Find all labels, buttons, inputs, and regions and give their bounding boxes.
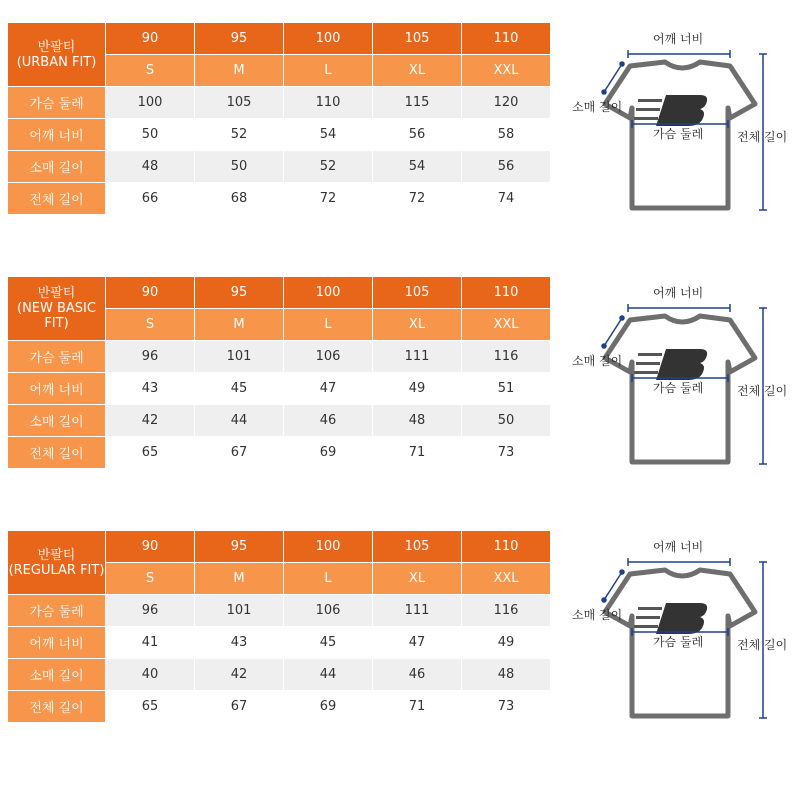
shoulder-width-label: 어깨 너비 [653, 286, 704, 300]
nb-logo-icon [634, 349, 707, 380]
table-row-shoulder [8, 373, 551, 405]
size-number-header: 110 [462, 277, 551, 309]
table-cell: 116 [462, 341, 551, 373]
table-row-chest [8, 595, 551, 627]
size-table [7, 530, 551, 723]
row-label: 전체 길이 [8, 437, 106, 469]
table-cell: 54 [373, 151, 462, 183]
table-cell: 56 [462, 151, 551, 183]
row-label: 가슴 둘레 [8, 87, 106, 119]
table-cell: 50 [195, 151, 284, 183]
size-table [7, 22, 551, 215]
chest-label: 가슴 둘레 [653, 635, 704, 649]
table-cell: 65 [106, 691, 195, 723]
table-cell: 48 [462, 659, 551, 691]
table-cell: 111 [373, 341, 462, 373]
size-number-header: 105 [373, 531, 462, 563]
table-cell: 50 [106, 119, 195, 151]
table-cell: 45 [284, 627, 373, 659]
table-cell: 96 [106, 341, 195, 373]
table-cell: 52 [195, 119, 284, 151]
table-row-chest [8, 341, 551, 373]
size-number-header: 110 [462, 531, 551, 563]
table-cell: 48 [373, 405, 462, 437]
table-cell: 116 [462, 595, 551, 627]
table-title-cell [8, 277, 106, 341]
table-cell: 42 [195, 659, 284, 691]
size-number-header: 100 [284, 531, 373, 563]
table-cell: 65 [106, 437, 195, 469]
table-cell: 96 [106, 595, 195, 627]
size-number-header: 90 [106, 23, 195, 55]
size-letter-header: L [284, 55, 373, 87]
row-label: 소매 길이 [8, 151, 106, 183]
table-cell: 68 [195, 183, 284, 215]
table-cell: 69 [284, 437, 373, 469]
size-letter-header: M [195, 55, 284, 87]
table-cell: 44 [195, 405, 284, 437]
table-cell: 101 [195, 341, 284, 373]
table-cell: 42 [106, 405, 195, 437]
size-number-row [8, 531, 551, 563]
sleeve-length-label: 소매 길이 [572, 100, 623, 114]
table-cell: 43 [195, 627, 284, 659]
table-cell: 106 [284, 595, 373, 627]
table-cell: 44 [284, 659, 373, 691]
size-number-header: 90 [106, 277, 195, 309]
total-length-label: 전체 길이 [737, 130, 788, 144]
sleeve-length-label: 소매 길이 [572, 608, 623, 622]
table-fit: (URBAN FIT) [16, 54, 97, 70]
size-letter-header: XXL [462, 55, 551, 87]
size-table [7, 276, 551, 469]
size-number-row [8, 23, 551, 55]
table-row-length [8, 183, 551, 215]
row-label: 어깨 너비 [8, 373, 106, 405]
size-number-header: 100 [284, 277, 373, 309]
size-letter-header: M [195, 563, 284, 595]
table-cell: 66 [106, 183, 195, 215]
size-number-header: 95 [195, 23, 284, 55]
table-row-length [8, 691, 551, 723]
size-number-header: 110 [462, 23, 551, 55]
table-row-shoulder [8, 119, 551, 151]
shoulder-measure-line [628, 50, 730, 58]
table-row-length [8, 437, 551, 469]
table-row-sleeve [8, 659, 551, 691]
table-cell: 115 [373, 87, 462, 119]
size-letter-header: XL [373, 55, 462, 87]
size-letter-header: S [106, 55, 195, 87]
table-cell: 74 [462, 183, 551, 215]
sleeve-length-label: 소매 길이 [572, 354, 623, 368]
shoulder-measure-line [628, 558, 730, 566]
row-label: 가슴 둘레 [8, 341, 106, 373]
table-cell: 58 [462, 119, 551, 151]
table-cell: 47 [373, 627, 462, 659]
size-number-row [8, 277, 551, 309]
table-cell: 100 [106, 87, 195, 119]
table-cell: 50 [462, 405, 551, 437]
tshirt-diagram [570, 22, 795, 252]
table-cell: 110 [284, 87, 373, 119]
table-cell: 71 [373, 691, 462, 723]
table-cell: 40 [106, 659, 195, 691]
shoulder-width-label: 어깨 너비 [653, 32, 704, 46]
table-title: 반팔티 [37, 547, 76, 563]
size-number-header: 100 [284, 23, 373, 55]
table-cell: 43 [106, 373, 195, 405]
row-label: 전체 길이 [8, 691, 106, 723]
size-letter-header: L [284, 309, 373, 341]
nb-logo-icon [634, 603, 707, 634]
row-label: 소매 길이 [8, 659, 106, 691]
size-block-regular-fit [0, 530, 800, 760]
table-cell: 72 [373, 183, 462, 215]
table-cell: 52 [284, 151, 373, 183]
total-length-label: 전체 길이 [737, 384, 788, 398]
table-title: 반팔티 [37, 39, 76, 55]
total-length-label: 전체 길이 [737, 638, 788, 652]
row-label: 소매 길이 [8, 405, 106, 437]
size-number-header: 105 [373, 277, 462, 309]
size-letter-header: S [106, 309, 195, 341]
table-title: 반팔티 [37, 286, 76, 301]
table-row-sleeve [8, 405, 551, 437]
shoulder-width-label: 어깨 너비 [653, 540, 704, 554]
table-cell: 49 [462, 627, 551, 659]
row-label: 가슴 둘레 [8, 595, 106, 627]
table-cell: 101 [195, 595, 284, 627]
table-row-chest [8, 87, 551, 119]
size-number-header: 95 [195, 277, 284, 309]
size-letter-header: L [284, 563, 373, 595]
table-cell: 67 [195, 437, 284, 469]
chest-label: 가슴 둘레 [653, 127, 704, 141]
row-label: 전체 길이 [8, 183, 106, 215]
table-row-shoulder [8, 627, 551, 659]
table-cell: 73 [462, 691, 551, 723]
table-cell: 46 [373, 659, 462, 691]
table-cell: 69 [284, 691, 373, 723]
size-letter-header: S [106, 563, 195, 595]
chest-label: 가슴 둘레 [653, 381, 704, 395]
table-title-cell [8, 23, 106, 87]
size-number-header: 90 [106, 531, 195, 563]
size-letter-header: XL [373, 309, 462, 341]
table-cell: 46 [284, 405, 373, 437]
row-label: 어깨 너비 [8, 627, 106, 659]
table-cell: 105 [195, 87, 284, 119]
size-block-new-basic-fit [0, 276, 800, 506]
table-cell: 56 [373, 119, 462, 151]
table-cell: 49 [373, 373, 462, 405]
size-number-header: 95 [195, 531, 284, 563]
table-cell: 51 [462, 373, 551, 405]
size-letter-header: XXL [462, 309, 551, 341]
size-number-header: 105 [373, 23, 462, 55]
table-fit: (NEW BASIC FIT) [17, 301, 96, 331]
size-letter-header: XXL [462, 563, 551, 595]
table-cell: 47 [284, 373, 373, 405]
shoulder-measure-line [628, 304, 730, 312]
nb-logo-icon [634, 95, 707, 126]
table-cell: 41 [106, 627, 195, 659]
size-letter-header: M [195, 309, 284, 341]
table-cell: 48 [106, 151, 195, 183]
table-cell: 71 [373, 437, 462, 469]
table-cell: 67 [195, 691, 284, 723]
table-fit: (REGULAR FIT) [8, 562, 105, 578]
table-cell: 106 [284, 341, 373, 373]
tshirt-diagram [570, 530, 795, 760]
table-cell: 73 [462, 437, 551, 469]
table-cell: 72 [284, 183, 373, 215]
table-row-sleeve [8, 151, 551, 183]
table-cell: 111 [373, 595, 462, 627]
table-cell: 54 [284, 119, 373, 151]
size-block-urban-fit [0, 22, 800, 252]
table-cell: 45 [195, 373, 284, 405]
size-letter-header: XL [373, 563, 462, 595]
row-label: 어깨 너비 [8, 119, 106, 151]
table-title-cell [8, 531, 106, 595]
table-cell: 120 [462, 87, 551, 119]
tshirt-diagram [570, 276, 795, 506]
